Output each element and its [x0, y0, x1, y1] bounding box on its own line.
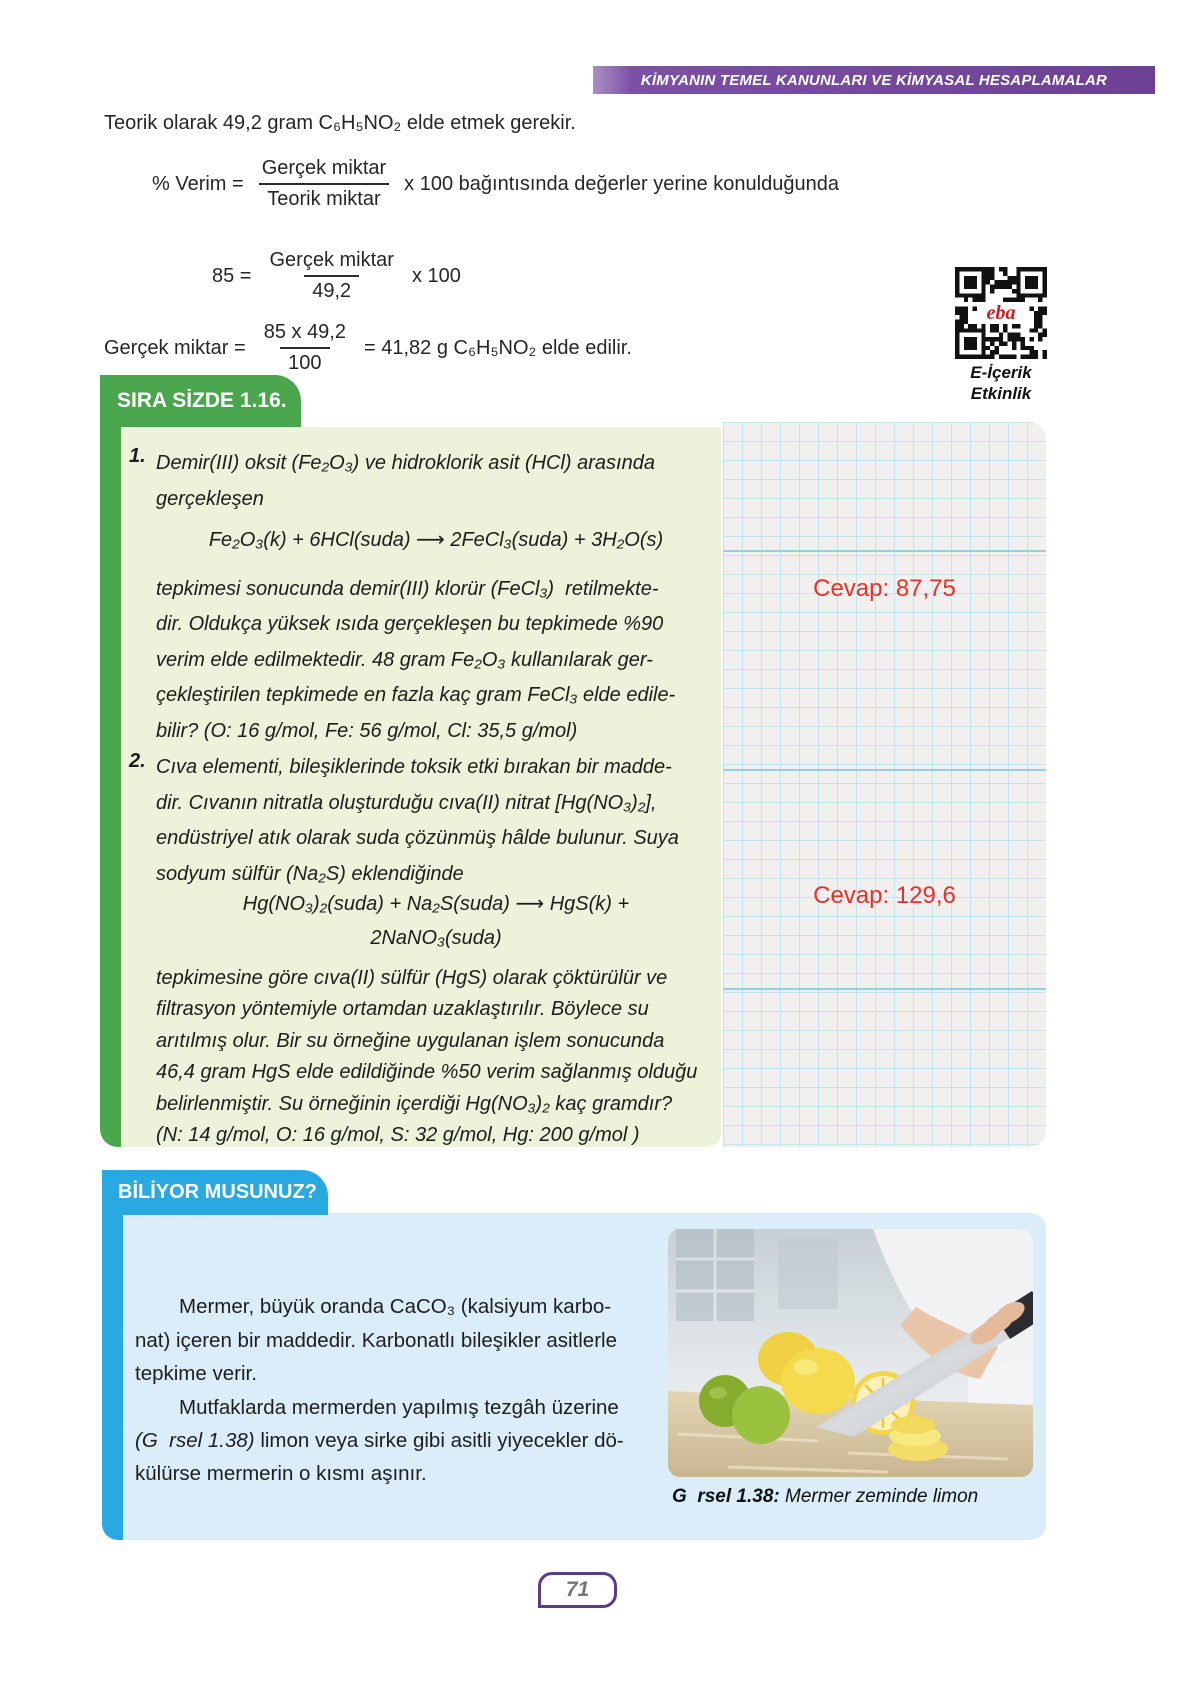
formula-lhs: 85 =: [212, 264, 252, 287]
biliyor-paragraph-2-line1: Mutfaklarda mermerden yapılmış tezgâh üzerine: [179, 1396, 619, 1419]
biliyor-paragraph-2-line2-rest: limon veya sirke gibi asitli yiyecekler dö-: [254, 1429, 624, 1452]
biliyor-title: BİLİYOR MUSUNUZ?: [118, 1181, 317, 1203]
fraction: [256, 321, 354, 375]
fraction: [261, 249, 401, 303]
fraction-denominator: 100: [280, 347, 329, 375]
figure-reference: (G rsel 1.38): [135, 1429, 255, 1452]
page-number-badge: [538, 1572, 617, 1608]
graph-paper-panel: [723, 422, 1046, 1147]
problem-1-equation: Fe₂O₃(k) + 6HCl(suda) ⟶ 2FeCl₃(suda) + 3H₂O(s): [208, 529, 664, 551]
figure-caption-label: G rsel 1.38:: [672, 1486, 780, 1507]
figure-photo-lemon-on-marble: [668, 1229, 1033, 1477]
fraction-denominator: Teorik miktar: [259, 183, 388, 211]
sira-sizde-title: SIRA SİZDE 1.16.: [117, 389, 287, 412]
qr-caption-line2: Etkinlik: [970, 384, 1032, 403]
svg-text:eba: eba: [986, 302, 1016, 325]
fraction-numerator: Gerçek miktar: [269, 249, 394, 271]
sira-sizde-left-bar: [100, 375, 121, 1147]
formula-85-equals: [212, 238, 461, 314]
problem-1-text-end: tepkimesi sonucunda demir(III) klorür (FeCl₃) retilmekte- dir. Oldukça yüksek ısıda gerçekleşen bu tepkimede %90 verim elde edilmektedir. 48 gram Fe₂O₃ kullanılarak ger- çekleştirilen tepkimede en fazla kaç gram FeCl₃ elde edile- bilir? (O: 16 g/mol, Fe: 56 g/mol, Cl: 35,5 g/mol): [156, 578, 676, 742]
biliyor-paragraph-2-line2: [135, 1429, 629, 1453]
formula-rhs: x 100: [411, 264, 461, 287]
figure-caption: [672, 1486, 978, 1508]
page-number: 71: [565, 1578, 590, 1601]
biliyor-paragraph-1: Mermer, büyük oranda CaCO₃ (kalsiyum karbo- nat) içeren bir maddedir. Karbonatlı bileşikler asitlerle tepkime verir.: [135, 1295, 617, 1385]
formula-lhs: % Verim =: [152, 172, 244, 195]
problem-1-text-start: Demir(III) oksit (Fe₂O₃) ve hidroklorik asit (HCl) arasında gerçekleşen: [156, 452, 655, 510]
sira-sizde-tab: [100, 375, 301, 427]
formula-rhs: x 100 bağıntısında değerler yerine konulduğunda: [404, 172, 839, 195]
grid-major-line: [723, 550, 1046, 552]
biliyor-tab: [102, 1170, 328, 1215]
answer-1: Cevap: 87,75: [813, 575, 956, 602]
problem-2-equation-line1: Hg(NO₃)₂(suda) + Na₂S(suda) ⟶ HgS(k) +: [242, 893, 630, 915]
qr-caption: [945, 362, 1057, 404]
formula-rhs: = 41,82 g C₆H₅NO₂ elde edilir.: [364, 336, 632, 359]
fraction-denominator: 49,2: [304, 275, 359, 303]
fraction: [254, 157, 394, 211]
biliyor-left-bar: [102, 1170, 123, 1540]
answer-2: Cevap: 129,6: [813, 882, 956, 909]
problem-2-number: 2.: [129, 750, 146, 772]
chapter-title: KİMYANIN TEMEL KANUNLARI VE KİMYASAL HESAPLAMALAR: [640, 71, 1108, 89]
formula-percent-yield: [152, 146, 839, 222]
biliyor-paragraph-2-line3: külürse mermerin o kısmı aşınır.: [135, 1462, 427, 1485]
problem-2-text-start: Cıva elementi, bileşiklerinde toksik etki bırakan bir madde- dir. Cıvanın nitratla oluşturduğu cıva(II) nitrat [Hg(NO₃)₂], endüstriyel atık olarak suda çözünmüş hâlde bulunur. Suya sodyum sülfür (Na₂S) eklendiğinde: [156, 756, 679, 885]
qr-code-eba: [955, 267, 1047, 359]
problem-1-number: 1.: [129, 445, 146, 467]
formula-lhs: Gerçek miktar =: [104, 336, 246, 359]
chapter-header-bar: [593, 66, 1155, 94]
grid-major-line: [723, 769, 1046, 771]
intro-sentence: Teorik olarak 49,2 gram C₆H₅NO₂ elde etmek gerekir.: [104, 112, 576, 134]
fraction-numerator: 85 x 49,2: [263, 321, 346, 343]
problem-2-equation-line2: 2NaNO₃(suda): [370, 927, 502, 949]
qr-caption-line1: E-İçerik: [970, 363, 1032, 382]
figure-caption-text: Mermer zeminde limon: [779, 1486, 979, 1507]
grid-major-line: [723, 988, 1046, 990]
photo-illustration: [668, 1229, 1033, 1477]
problem-2-text-end: tepkimesine göre cıva(II) sülfür (HgS) olarak çöktürülür ve filtrasyon yöntemiyle ortamdan uzaklaştırılır. Böylece su arıtılmış olur. Bir su örneğine uygulanan işlem sonucunda 46,4 gram HgS elde edildiğinde %50 verim sağlanmış olduğu belirlenmiştir. Su örneğinin içerdiği Hg(NO₃)₂ kaç gramdır? (N: 14 g/mol, O: 16 g/mol, S: 32 g/mol, Hg: 200 g/mol ): [156, 967, 698, 1147]
fraction-numerator: Gerçek miktar: [261, 157, 387, 179]
